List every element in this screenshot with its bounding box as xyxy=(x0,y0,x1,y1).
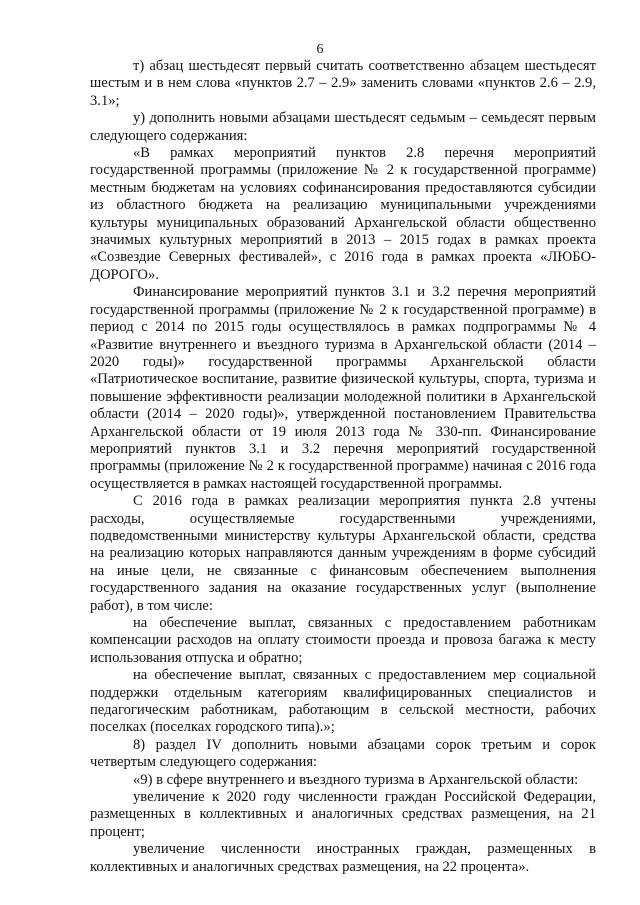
paragraph-tourism-sphere: «9) в сфере внутреннего и въездного туризма в Архангельской области: xyxy=(133,771,579,788)
paragraph-expenses: С 2016 года в рамках реализации мероприятия пункта 2.8 учтены расходы, осуществляемые государственными учреждениями, подведомственными министерству культуры Архангельской области, средства на реализацию которых направляются данным учреждениям в форме субсидий на иные цели, не связанные с финансовым обеспечением выполнения государственного задания на оказание государственных услуг (выполнение работ), в том числе: xyxy=(90,493,596,614)
paragraph-financing: Финансирование мероприятий пунктов 3.1 и 3.2 перечня мероприятий государственной программы (приложение № 2 к государственной программе) в период с 2014 по 2015 годы осуществлялось в рамках подпрограммы № 4 «Развитие внутреннего и въездного туризма в Архангельской области (2014 – 2020 годы)» государственной программы Архангельской области «Патриотическое воспитание, развитие физической культуры, спорта, туризма и повышение эффективности реализации молодежной политики в Архангельской области (2014 – 2020 годы)», утвержденной постановлением Правительства Архангельской области от 19 июля 2013 года № 330-пп. Финансирование мероприятий пунктов 3.1 и 3.2 перечня мероприятий государственной программы (приложение № 2 к государственной программе) начиная с 2016 года осуществляется в рамках настоящей государственной программы. xyxy=(90,284,596,492)
paragraph-u: у) дополнить новыми абзацами шестьдесят седьмым – семьдесят первым следующего содержания: xyxy=(90,110,596,144)
paragraph-social-support: на обеспечение выплат, связанных с предоставлением мер социальной поддержки отдельным категориям квалифицированных специалистов и педагогическим работникам, работающим в сельской местности, рабочих поселках (поселках городского типа).»; xyxy=(90,667,596,736)
paragraph-travel-compensation: на обеспечение выплат, связанных с предоставлением работникам компенсации расходов на оплату стоимости проезда и провоза багажа к месту использования отпуска и обратно; xyxy=(90,615,596,666)
page-number: 6 xyxy=(316,42,324,57)
paragraph-section-iv: 8) раздел IV дополнить новыми абзацами сорок третьим и сорок четвертым следующего содержания: xyxy=(90,736,596,771)
document-body xyxy=(90,58,596,876)
paragraph-citizens-increase: увеличение к 2020 году численности граждан Российской Федерации, размещенных в коллективных и аналогичных средствах размещения, на 21 процент; xyxy=(90,789,596,840)
paragraph-festivals: «В рамках мероприятий пунктов 2.8 перечня мероприятий государственной программы (приложение № 2 к государственной программе) местным бюджетам на условиях софинансирования предоставляются субсидии из областного бюджета на реализацию муниципальными учреждениями культуры муниципальных образований Архангельской области общественно значимых культурных мероприятий в 2013 – 2015 годах в рамках проекта «Созвездие Северных фестивалей», с 2016 года в рамках проекта «ЛЮБО-ДОРОГО». xyxy=(90,145,596,283)
paragraph-t: т) абзац шестьдесят первый считать соответственно абзацем шестьдесят шестым и в нем слова «пунктов 2.7 – 2.9» заменить словами «пунктов 2.6 – 2.9, 3.1»; xyxy=(90,58,596,109)
paragraph-foreigners-increase: увеличение численности иностранных граждан, размещенных в коллективных и аналогичных средствах размещения, на 22 процента». xyxy=(90,841,596,875)
